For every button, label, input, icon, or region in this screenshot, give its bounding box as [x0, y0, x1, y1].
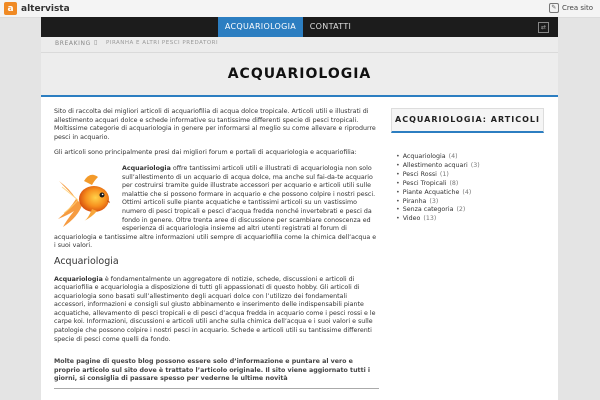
altervista-topbar — [0, 0, 600, 18]
category-link[interactable]: Piranha — [402, 197, 427, 205]
category-link[interactable]: Video — [402, 215, 421, 223]
page-title: ACQUARIOLOGIA — [227, 66, 372, 82]
category-list — [391, 153, 544, 224]
category-count: (3) — [470, 161, 480, 169]
category-link[interactable]: Pesci Tropicali — [402, 179, 447, 187]
category-item[interactable] — [396, 153, 544, 162]
page-container — [41, 17, 558, 400]
altervista-logo-text: altervista — [21, 3, 70, 14]
category-count: (3) — [429, 197, 439, 205]
section-heading: Acquariologia — [54, 255, 119, 267]
edit-icon: ✎ — [549, 3, 559, 13]
breaking-news-bar — [41, 37, 558, 53]
category-count: (1) — [439, 170, 449, 178]
divider — [54, 388, 379, 389]
crea-sito-link[interactable] — [549, 3, 593, 13]
crea-sito-label: Crea sito — [561, 4, 593, 12]
section-text: è fondamentalmente un aggregatore di notizie, schede, discussioni e articoli di acquariofilia e acquariologia a disposizione di tutti gli appassionati di questo hobby. Gli articoli di acquariologia sono basati sull’allestimento degli acquari dolce con l’utilizzo dei fondamentali accessori, informazioni e consigli sul giusto abbinamento e inserimento delle indispensabili piante acquatiche, allevamento di pesci tropicali e di pesci d’acqua fredda in acquario come i pesci rossi e le carpe koi. Informazioni, discussioni e articoli utili anche sulla chimica dell’acqua e i suoi valori e sulle patologie che possono colpire i nostri pesci in acquario. Schede e articoli utili su tantissime differenti specie di pesci come quelli da fondo. — [54, 275, 376, 343]
category-link[interactable]: Pesci Rossi — [402, 170, 437, 178]
featured-bold-term: Acquariologia — [122, 164, 171, 172]
category-count: (8) — [449, 179, 459, 187]
intro-paragraph: Sito di raccolta dei migliori articoli di acquariofilia di acqua dolce tropicale. Articoli utili e illustrati di allestimento acquari dolce e schede informative su tantissime differenti specie di pesci tropicali. Moltissime categorie di acquariologia in genere per informarsi al meglio su come allevare e riprodurre pesci in acquario. — [54, 108, 376, 141]
category-count: (2) — [456, 206, 466, 214]
breaking-item-link[interactable]: PIRANHA E ALTRI PESCI PREDATORI — [106, 40, 219, 46]
altervista-logo[interactable] — [4, 2, 70, 15]
category-item[interactable] — [396, 189, 544, 198]
sidebar — [391, 108, 544, 224]
shuffle-icon[interactable]: ⇄ — [538, 22, 549, 33]
breaking-separator: ▯ — [94, 39, 98, 46]
section-bold-term: Acquariologia — [54, 275, 103, 283]
nav-item-contatti[interactable]: CONTATTI — [309, 22, 352, 31]
category-link[interactable]: Acquariologia — [402, 153, 446, 160]
intro-paragraph-2: Gli articoli sono principalmente presi dai migliori forum e portali di acquariologia e acquariofilia: — [54, 149, 357, 157]
category-link[interactable]: Allestimento acquari — [402, 161, 468, 169]
category-link[interactable]: Senza categoria — [402, 206, 454, 214]
update-note: Molte pagine di questo blog possono essere solo d’informazione e puntare al vero e proprio articolo sul sito dove è trattato l’articolo originale. Il sito viene aggiornato tutti i giorni, si consiglia di passare spesso per vederne le ultime novità — [54, 358, 371, 383]
title-band — [41, 53, 558, 97]
goldfish-image — [54, 167, 114, 229]
category-item[interactable] — [396, 215, 544, 224]
featured-text: offre tantissimi articoli utili e illustrati di acquariologia non solo sull’allestimento di un acquario di acqua dolce, ma anche sul fai-da-te acquario per costruirsi tramite guide illustrate accessori per acquario e articoli utili sulle malattie che si possono formare in acquario e che possono colpire i nostri pesci. Ottimi articoli sulle piante acquatiche e tantissimi articoli su un vastissimo numero di pesci tropicali e pesci d’acqua fredda nonché invertebrati e pesci da fondo in genere. Oltre trenta aree di discussione per scambiare conoscenza ed esperienza di acquariologia insieme ad altri utenti registrati al forum di acquariologia e tantissime altre informazioni utili sempre di acquariofilia come la chimica dell’acqua e i suoi valori. — [54, 164, 377, 250]
category-count: (4) — [448, 153, 458, 160]
category-item[interactable] — [396, 171, 544, 180]
main-nav — [41, 17, 558, 37]
category-item[interactable] — [396, 198, 544, 207]
category-item[interactable] — [396, 180, 544, 189]
category-item[interactable] — [396, 162, 544, 171]
featured-article — [54, 165, 379, 251]
category-count: (13) — [423, 215, 437, 223]
section-paragraph — [54, 276, 379, 345]
altervista-logo-icon: a — [4, 2, 17, 15]
widget-title: ACQUARIOLOGIA: ARTICOLI — [391, 108, 544, 133]
category-link[interactable]: Piante Acquatiche — [402, 188, 460, 196]
breaking-label: BREAKING — [55, 40, 91, 47]
category-item[interactable] — [396, 206, 544, 215]
main-content — [54, 108, 379, 389]
category-count: (4) — [462, 188, 472, 196]
nav-item-acquariologia[interactable]: ACQUARIOLOGIA — [218, 17, 303, 37]
